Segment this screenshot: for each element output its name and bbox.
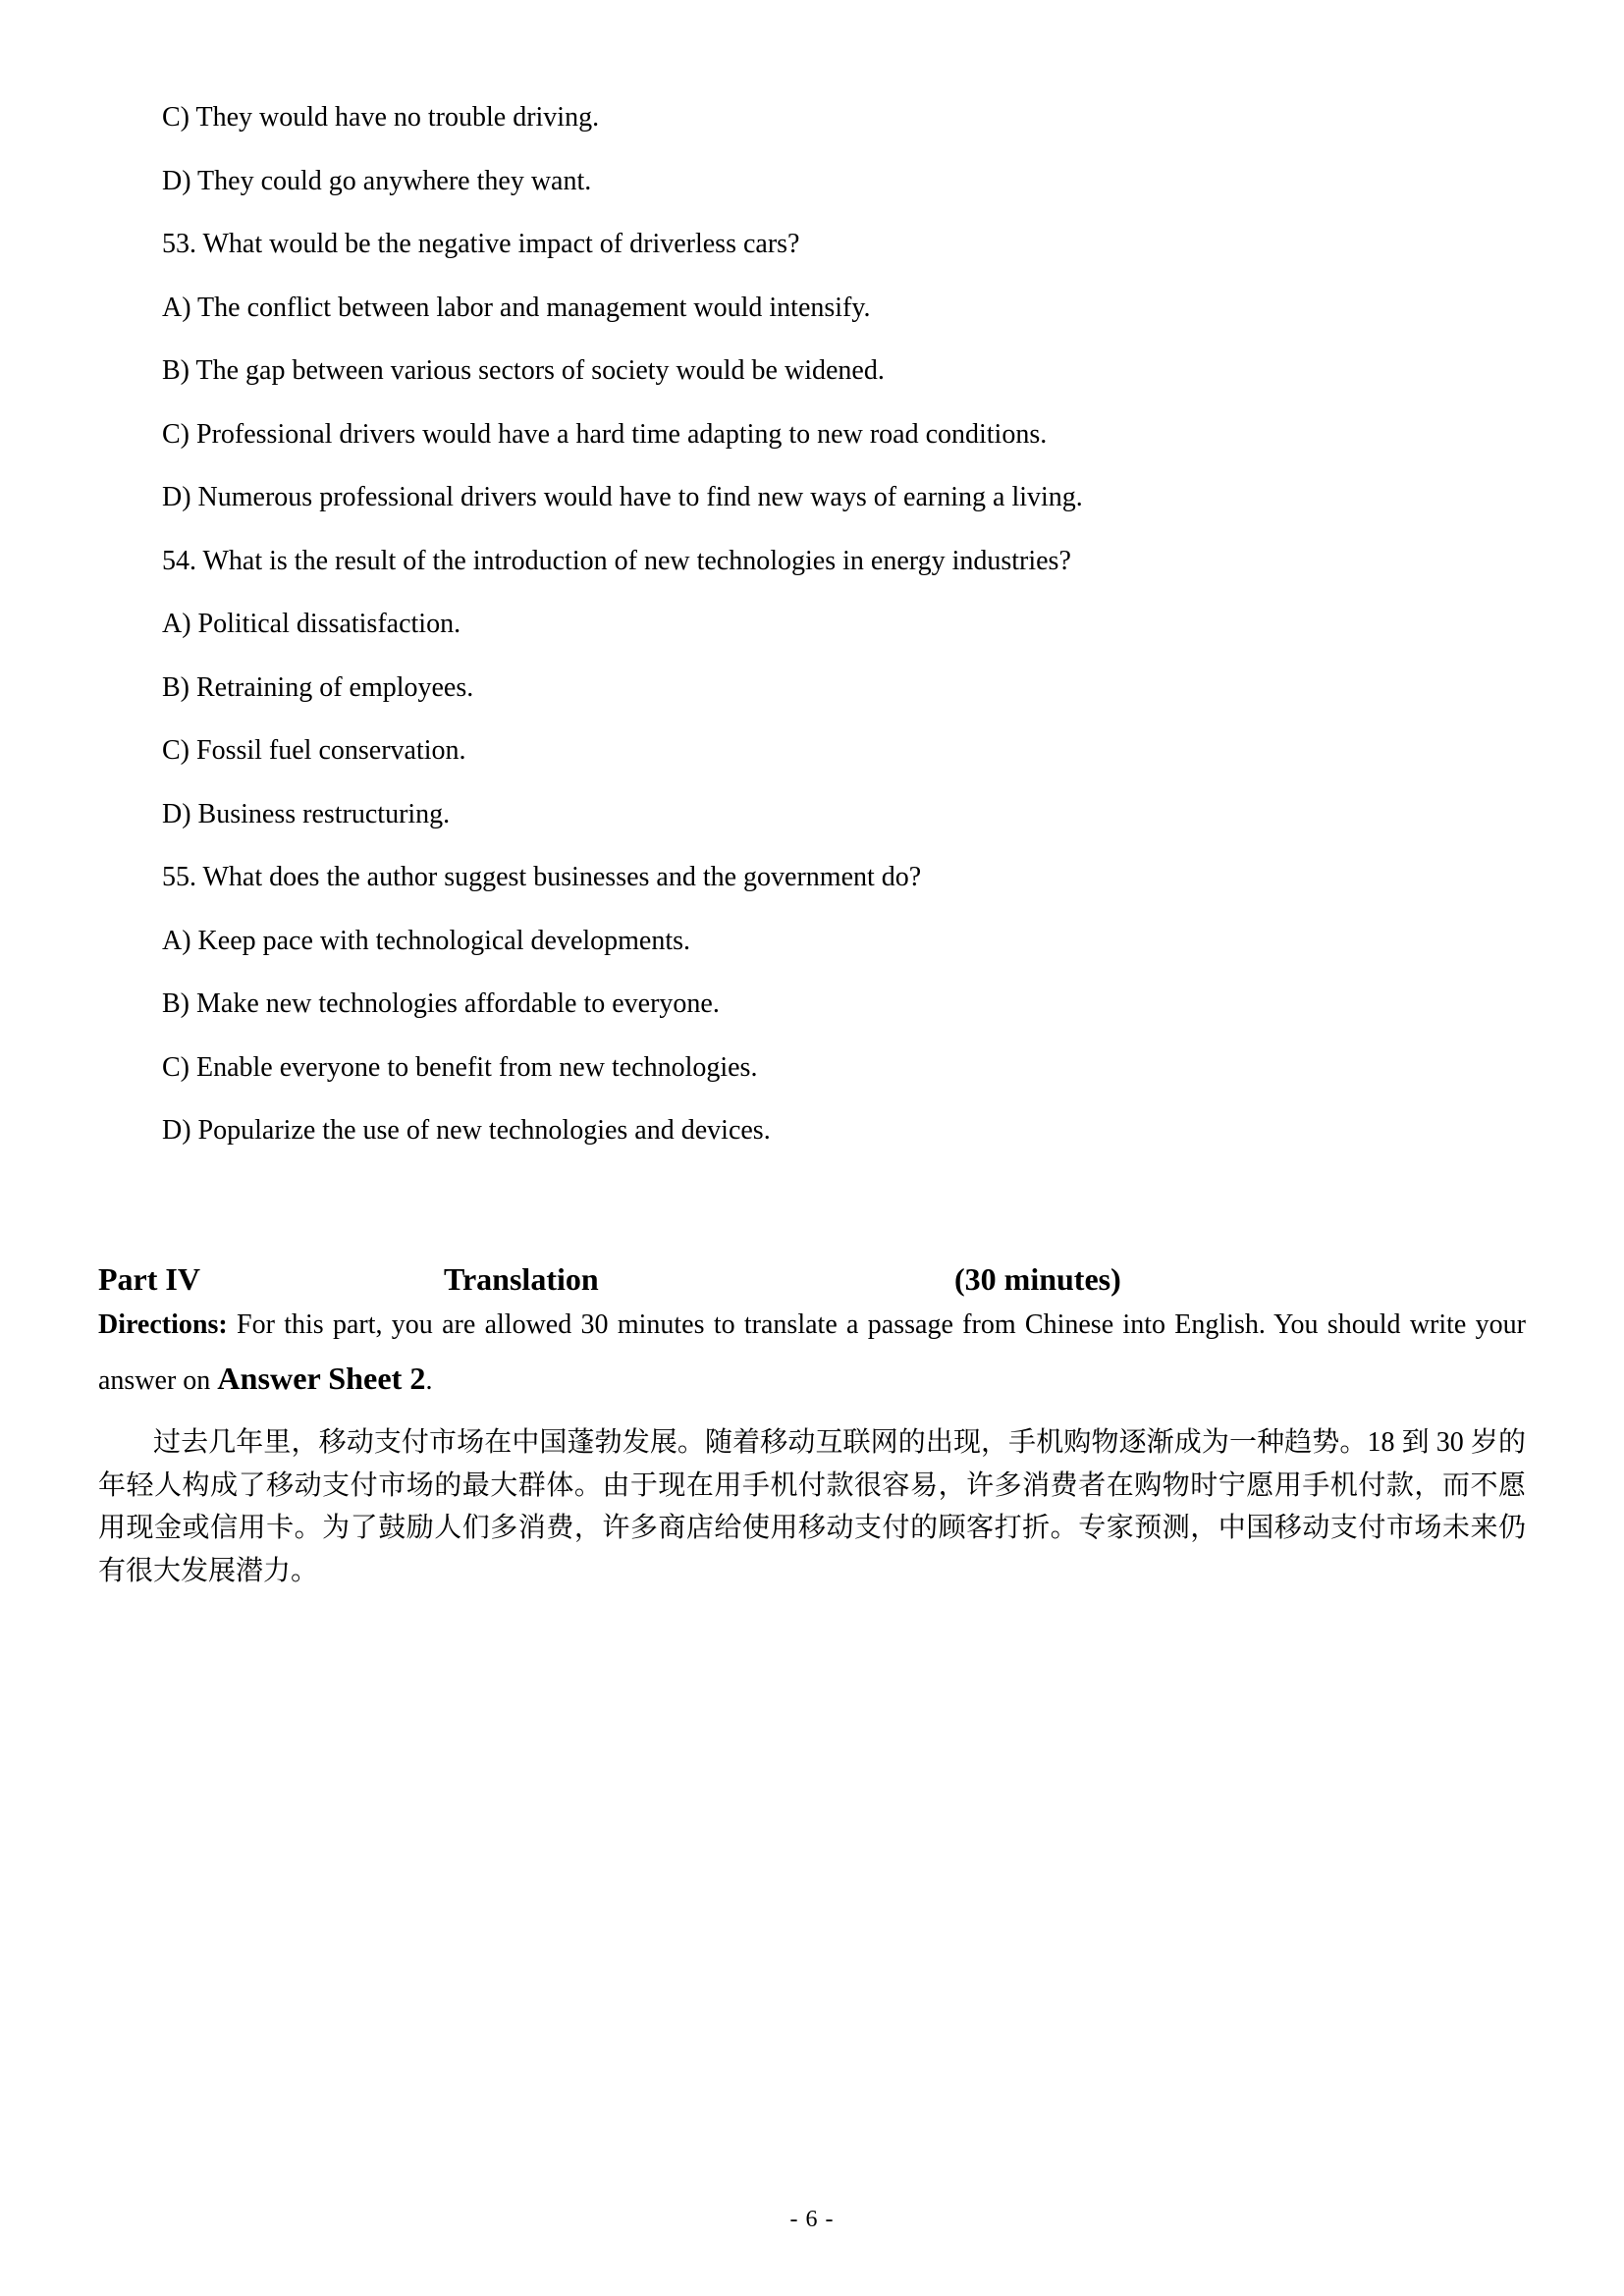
translation-passage: 过去几年里，移动支付市场在中国蓬勃发展。随着移动互联网的出现，手机购物逐渐成为一种趋势。18 到 30 岁的年轻人构成了移动支付市场的最大群体。由于现在用手机付款很容易，许多消费者在购物时宁愿用手机付款，而不愿用现金或信用卡。为了鼓励人们多消费，许多商店给使用移动支付的顾客打折。专家预测，中国移动支付市场未来仍有很大发展潜力。: [98, 1427, 1526, 1586]
question-option: C) Professional drivers would have a hard time adapting to new road conditions.: [162, 418, 1048, 450]
answer-sheet-ref: Answer Sheet 2: [217, 1361, 426, 1396]
directions-period: .: [425, 1365, 433, 1396]
question-option: A) Keep pace with technological developments.: [162, 925, 691, 956]
question-stem: 55. What does the author suggest businesses and the government do?: [162, 862, 922, 892]
question-option: A) Political dissatisfaction.: [162, 609, 461, 639]
page-footer: [0, 2207, 1624, 2233]
question-option: D) Business restructuring.: [162, 798, 451, 829]
directions-label: Directions:: [98, 1309, 228, 1340]
directions-paragraph: [98, 1298, 1526, 1408]
question-option: C) Fossil fuel conservation.: [162, 735, 466, 766]
part-title: Translation: [444, 1261, 599, 1297]
question-option: D) Popularize the use of new technologies and devices.: [162, 1115, 771, 1146]
question-option: C) Enable everyone to benefit from new technologies.: [162, 1051, 758, 1083]
question-option: B) Retraining of employees.: [162, 671, 474, 703]
page-number: - 6 -: [789, 2207, 835, 2232]
part4-header: [98, 1259, 1526, 1303]
question-stem: 53. What would be the negative impact of driverless cars?: [162, 229, 800, 259]
part-label: Part IV: [98, 1261, 200, 1297]
question-option: B) Make new technologies affordable to everyone.: [162, 988, 720, 1019]
directions-text: For this part, you are allowed 30 minutes to translate a passage from Chinese into English. You should write your answer on: [98, 1309, 1526, 1396]
question-option: C) They would have no trouble driving.: [162, 102, 600, 133]
question-stem: 54. What is the result of the introduction of new technologies in energy industries?: [162, 545, 1071, 576]
question-option: B) The gap between various sectors of society would be widened.: [162, 355, 885, 386]
question-option: A) The conflict between labor and management would intensify.: [162, 292, 871, 323]
part-duration: (30 minutes): [954, 1261, 1121, 1297]
question-option: D) They could go anywhere they want.: [162, 165, 592, 196]
question-option: D) Numerous professional drivers would have to find new ways of earning a living.: [162, 482, 1083, 512]
questions-block: [162, 86, 1526, 1163]
